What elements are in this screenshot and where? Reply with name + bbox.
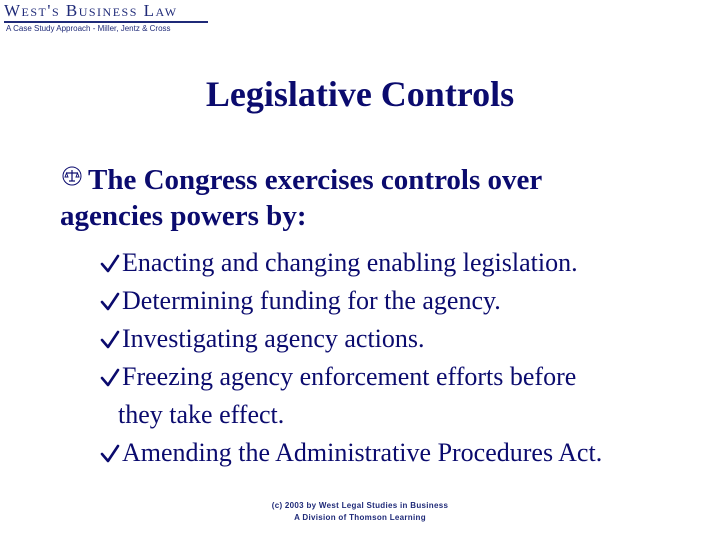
list-item	[100, 358, 700, 434]
main-point-line-2: agencies powers by:	[60, 200, 307, 232]
copyright-line-2: A Division of Thomson Learning	[294, 513, 426, 522]
list-item-text: Investigating agency actions.	[122, 324, 425, 353]
scales-of-justice-icon	[62, 166, 82, 186]
logo-title: West's Business Law	[4, 1, 178, 20]
checkmark-icon	[100, 320, 122, 358]
copyright-line-1: (c) 2003 by West Legal Studies in Business	[271, 501, 449, 510]
list-item-text: Enacting and changing enabling legislation.	[122, 248, 578, 277]
checkmark-icon	[100, 434, 122, 472]
list-item	[100, 282, 700, 320]
slide-title: Legislative Controls	[205, 74, 515, 114]
list-item-line-1: Freezing agency enforcement efforts before	[122, 362, 577, 391]
main-point-line-1: The Congress exercises controls over	[88, 164, 543, 196]
list-item	[100, 244, 700, 282]
main-point	[60, 162, 648, 234]
list-item-text	[118, 358, 577, 434]
list-item	[100, 320, 700, 358]
sub-point-list	[100, 244, 700, 472]
list-item-line-2: they take effect.	[118, 400, 285, 429]
main-point-text	[60, 162, 648, 234]
checkmark-icon	[100, 358, 122, 396]
list-item	[100, 434, 700, 472]
logo-rule	[4, 21, 208, 23]
list-item-text: Determining funding for the agency.	[122, 286, 501, 315]
logo-subtitle: A Case Study Approach - Miller, Jentz & Cross	[6, 24, 171, 33]
publisher-logo	[2, 0, 212, 36]
list-item-text: Amending the Administrative Procedures Act.	[122, 438, 603, 467]
checkmark-icon	[100, 282, 122, 320]
checkmark-icon	[100, 244, 122, 282]
copyright-footer	[0, 500, 720, 524]
